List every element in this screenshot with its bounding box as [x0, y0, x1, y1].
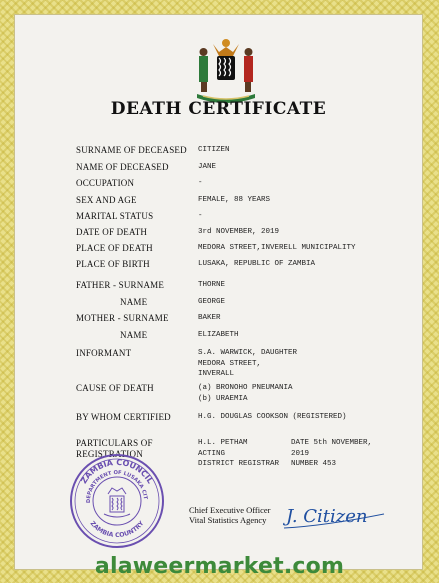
- field-label: INFORMANT: [76, 348, 132, 358]
- field-label: PLACE OF DEATH: [76, 243, 153, 253]
- signatory-block: [189, 505, 271, 525]
- field-label: MARITAL STATUS: [76, 211, 154, 221]
- field-value: MEDORA STREET,INVERELL MUNICIPALITY: [198, 244, 356, 252]
- field-value: ELIZABETH: [198, 331, 239, 339]
- svg-text:ZAMBIA COUNTRY: [89, 520, 146, 539]
- page-title: DEATH CERTIFICATE: [110, 99, 327, 119]
- field-label: MOTHER - SURNAME: [76, 313, 169, 323]
- field-label: CAUSE OF DEATH: [76, 383, 154, 393]
- field-label: NAME: [120, 297, 148, 307]
- field-value: JANE: [198, 163, 217, 171]
- field-label: PLACE OF BIRTH: [76, 259, 150, 269]
- signature-text: J. Citizen: [286, 506, 368, 527]
- field-value: S.A. WARWICK, DAUGHTER MEDORA STREET, INVERALL: [198, 349, 298, 378]
- field-value: H.L. PETHAM ACTING DISTRICT REGISTRAR: [198, 439, 280, 468]
- field-value: FEMALE, 88 YEARS: [198, 196, 271, 204]
- seal-text-ring: DEPARTMENT OF LUSAKA CIT: [85, 469, 148, 504]
- field-label: DATE OF DEATH: [76, 227, 148, 237]
- certificate-paper: [14, 14, 423, 570]
- field-value: GEORGE: [198, 298, 226, 306]
- field-value: H.G. DOUGLAS COOKSON (REGISTERED): [198, 413, 347, 421]
- field-label: SURNAME OF DECEASED: [76, 145, 187, 155]
- coat-of-arms-icon: [193, 34, 259, 104]
- field-label: FATHER - SURNAME: [76, 280, 165, 290]
- field-value: -: [198, 179, 203, 187]
- seal-text-bottom: ZAMBIA COUNTRY: [88, 520, 146, 540]
- signatory-title: Chief Executive Officer: [189, 505, 271, 515]
- field-value: THORNE: [198, 281, 226, 289]
- field-value: LUSAKA, REPUBLIC OF ZAMBIA: [198, 260, 316, 268]
- field-label: PARTICULARS OF REGISTRATION: [76, 438, 153, 459]
- watermark: alaweermarket.com: [94, 554, 345, 579]
- field-value: -: [198, 212, 203, 220]
- field-label: NAME OF DECEASED: [76, 162, 169, 172]
- field-value: BAKER: [198, 314, 221, 322]
- field-value: (a) BRONOHO PNEUMANIA (b) URAEMIA: [198, 384, 293, 403]
- signatory-agency: Vital Statistics Agency: [189, 515, 267, 525]
- seal-text-top: ZAMBIA COUNCIL: [79, 457, 155, 486]
- field-label: SEX AND AGE: [76, 195, 137, 205]
- seal-emblem-icon: [104, 488, 130, 517]
- field-label: OCCUPATION: [76, 178, 135, 188]
- field-label: BY WHOM CERTIFIED: [76, 412, 171, 422]
- signature: [280, 496, 390, 536]
- field-value: 3rd NOVEMBER, 2019: [198, 228, 280, 236]
- field-value: DATE 5th NOVEMBER, 2019 NUMBER 453: [291, 439, 373, 468]
- field-value: CITIZEN: [198, 146, 230, 154]
- council-seal: [68, 452, 166, 550]
- field-label: NAME: [120, 330, 148, 340]
